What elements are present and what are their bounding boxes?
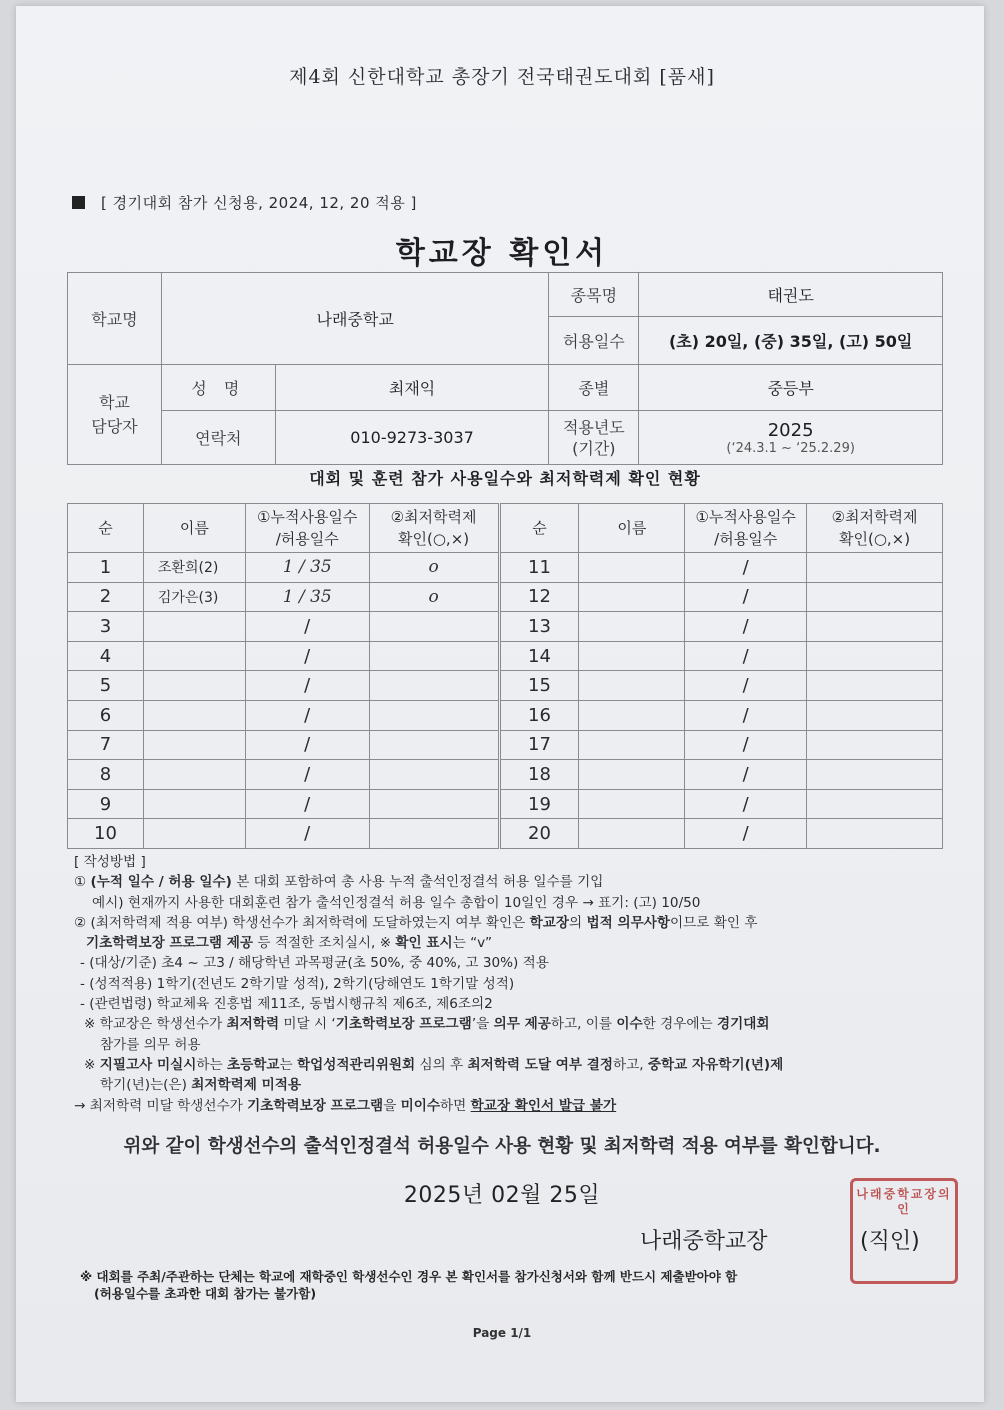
record-name <box>579 819 685 849</box>
manager-label: 학교 담당자 <box>68 365 162 465</box>
table-row <box>68 612 943 642</box>
record-seq: 6 <box>68 700 144 730</box>
record-name <box>143 612 245 642</box>
record-check <box>807 789 943 819</box>
header-name: 이름 <box>143 504 245 553</box>
allow-label: 허용일수 <box>549 317 639 365</box>
record-name <box>579 553 685 583</box>
record-days: / <box>245 760 369 790</box>
record-seq: 20 <box>499 819 579 849</box>
record-name <box>579 641 685 671</box>
record-days: 1 / 35 <box>245 582 369 612</box>
record-name <box>143 760 245 790</box>
record-days: / <box>245 730 369 760</box>
record-name <box>579 612 685 642</box>
record-days: / <box>245 612 369 642</box>
header-check: ②최저학력제 확인(○,×) <box>369 504 499 553</box>
record-days: / <box>245 700 369 730</box>
record-name: 김가은(3) <box>143 582 245 612</box>
method-line: → 최저학력 미달 학생선수가 기초학력보장 프로그램을 미이수하면 학교장 확인서 발급 불가 <box>74 1097 617 1114</box>
record-seq: 13 <box>499 612 579 642</box>
record-check <box>369 700 499 730</box>
record-check: o <box>369 553 499 583</box>
header-seq: 순 <box>68 504 144 553</box>
record-days: / <box>685 760 807 790</box>
record-check <box>369 671 499 701</box>
record-check <box>807 700 943 730</box>
table-row <box>68 819 943 849</box>
record-check <box>807 582 943 612</box>
record-seq: 12 <box>499 582 579 612</box>
year-label: 적용년도 (기간) <box>549 411 639 465</box>
table-row <box>68 789 943 819</box>
record-name <box>579 789 685 819</box>
table-row <box>68 730 943 760</box>
school-label: 학교명 <box>68 273 162 365</box>
method-line: ※ 지필고사 미실시하는 초등학교는 학업성적관리위원회 심의 후 최저학력 도달 여부 결정하고, 중학교 자유학기(년)제 <box>84 1056 784 1073</box>
records-body <box>68 553 943 849</box>
method-line: ※ 학교장은 학생선수가 최저학력 미달 시 ‘기초학력보장 프로그램’을 의무 제공하고, 이를 이수한 경우에는 경기대회 <box>84 1016 770 1033</box>
method-line: 학기(년)는(은) 최저학력제 미적용 <box>100 1077 301 1094</box>
record-check <box>807 553 943 583</box>
confirmation-statement: 위와 같이 학생선수의 출석인정결석 허용일수 사용 현황 및 최저학력 적용 여부를 확인합니다. <box>123 1136 881 1157</box>
header-seq-2: 순 <box>499 504 579 553</box>
record-name <box>579 730 685 760</box>
method-line: 참가를 의무 허용 <box>100 1036 201 1053</box>
record-name <box>143 789 245 819</box>
apply-note-text: [ 경기대회 참가 신청용, 2024, 12, 20 적용 ] <box>101 194 417 212</box>
record-seq: 17 <box>499 730 579 760</box>
division-value: 중등부 <box>639 365 943 411</box>
page-number: Page 1/1 <box>472 1326 532 1340</box>
seal-label: (직인) <box>860 1229 920 1254</box>
method-line: ② (최저학력제 적용 여부) 학생선수가 최저학력에 도달하였는지 여부 확인은 학교장의 법적 의무사항이므로 확인 후 <box>74 914 758 931</box>
instructions <box>74 852 954 1116</box>
square-bullet-icon <box>72 196 85 209</box>
table-row <box>68 641 943 671</box>
table-row <box>68 671 943 701</box>
record-seq: 19 <box>499 789 579 819</box>
record-days: / <box>685 553 807 583</box>
record-days: / <box>685 612 807 642</box>
header-check-2: ②최저학력제 확인(○,×) <box>807 504 943 553</box>
footnote <box>80 1268 960 1302</box>
record-name <box>143 819 245 849</box>
record-seq: 15 <box>499 671 579 701</box>
school-name: 나래중학교 <box>161 273 549 365</box>
record-check: o <box>369 582 499 612</box>
record-check <box>369 760 499 790</box>
principal-name: 나래중학교장 <box>640 1229 768 1254</box>
footnote-line-2: (허용일수를 초과한 대회 참가는 불가함) <box>94 1286 317 1301</box>
record-days: / <box>685 730 807 760</box>
record-seq: 10 <box>68 819 144 849</box>
record-name <box>579 700 685 730</box>
document-title: 학교장 확인서 <box>395 236 609 271</box>
allow-value: (초) 20일, (중) 35일, (고) 50일 <box>639 317 943 365</box>
record-seq: 3 <box>68 612 144 642</box>
table-row <box>68 700 943 730</box>
table-row <box>68 582 943 612</box>
records-table <box>67 503 943 849</box>
record-days: / <box>245 641 369 671</box>
record-check <box>807 641 943 671</box>
record-seq: 7 <box>68 730 144 760</box>
record-seq: 8 <box>68 760 144 790</box>
record-days: / <box>245 671 369 701</box>
table-row <box>68 760 943 790</box>
record-days: / <box>245 789 369 819</box>
method-line: - (성적적용) 1학기(전년도 2학기말 성적), 2학기(당해연도 1학기말 성적) <box>80 975 515 992</box>
record-seq: 4 <box>68 641 144 671</box>
record-check <box>807 730 943 760</box>
method-line: - (관련법령) 학교체육 진흥법 제11조, 동법시행규칙 제6조, 제6조의2 <box>80 996 493 1013</box>
official-seal: 나래중학교장의인 <box>850 1178 958 1284</box>
record-days: / <box>245 819 369 849</box>
event-label: 종목명 <box>549 273 639 317</box>
record-check <box>807 612 943 642</box>
division-label: 종별 <box>549 365 639 411</box>
record-name <box>579 760 685 790</box>
record-seq: 11 <box>499 553 579 583</box>
record-name <box>143 730 245 760</box>
record-check <box>807 819 943 849</box>
year-cell <box>639 411 943 465</box>
record-check <box>807 760 943 790</box>
contact-value: 010-9273-3037 <box>275 411 549 465</box>
records-header-row <box>68 504 943 553</box>
method-line: ① (누적 일수 / 허용 일수) 본 대회 포함하여 총 사용 누적 출석인정결석 허용 일수를 기입 <box>74 874 604 891</box>
record-seq: 16 <box>499 700 579 730</box>
method-line: 기초학력보장 프로그램 제공 등 적절한 조치실시, ※ 확인 표시는 “v” <box>86 935 493 952</box>
method-line: - (대상/기준) 초4 ~ 고3 / 해당학년 과목평균(초 50%, 중 40%, 고 30%) 적용 <box>80 955 549 972</box>
record-seq: 1 <box>68 553 144 583</box>
record-days: / <box>685 671 807 701</box>
record-days: 1 / 35 <box>245 553 369 583</box>
record-check <box>369 789 499 819</box>
record-check <box>369 612 499 642</box>
record-seq: 18 <box>499 760 579 790</box>
method-heading: [ 작성방법 ] <box>74 854 146 870</box>
name-label: 성 명 <box>161 365 275 411</box>
event-value: 태권도 <box>639 273 943 317</box>
record-name: 조환희(2) <box>143 553 245 583</box>
record-name <box>579 582 685 612</box>
year-value: 2025 <box>767 419 814 441</box>
record-name <box>143 641 245 671</box>
year-period: (‘24.3.1 ~ ‘25.2.29) <box>726 440 855 456</box>
header-days-2: ①누적사용일수 /허용일수 <box>685 504 807 553</box>
header-name-2: 이름 <box>579 504 685 553</box>
footnote-line-1: ※ 대회를 주최/주관하는 단체는 학교에 재학중인 학생선수인 경우 본 확인서를 참가신청서와 함께 반드시 제출받아야 함 <box>80 1269 738 1284</box>
record-name <box>143 671 245 701</box>
record-days: / <box>685 582 807 612</box>
info-table <box>67 272 943 465</box>
name-value: 최재익 <box>275 365 549 411</box>
header-days: ①누적사용일수 /허용일수 <box>245 504 369 553</box>
records-title: 대회 및 훈련 참가 사용일수와 최저학력제 확인 현황 <box>309 469 701 488</box>
issue-date: 2025년 02월 25일 <box>403 1183 601 1208</box>
event-title: 제4회 신한대학교 총장기 전국태권도대회 [품새] <box>289 66 715 88</box>
table-row <box>68 553 943 583</box>
method-line: 예시) 현재까지 사용한 대회훈련 참가 출석인정결석 허용 일수 총합이 10일인 경우 → 표기: (고) 10/50 <box>92 894 701 911</box>
record-seq: 2 <box>68 582 144 612</box>
record-check <box>369 819 499 849</box>
record-check <box>807 671 943 701</box>
record-seq: 9 <box>68 789 144 819</box>
apply-note <box>72 192 417 213</box>
record-days: / <box>685 789 807 819</box>
record-seq: 5 <box>68 671 144 701</box>
record-days: / <box>685 641 807 671</box>
contact-label: 연락처 <box>161 411 275 465</box>
record-days: / <box>685 819 807 849</box>
record-name <box>579 671 685 701</box>
record-name <box>143 700 245 730</box>
record-check <box>369 730 499 760</box>
record-seq: 14 <box>499 641 579 671</box>
record-days: / <box>685 700 807 730</box>
record-check <box>369 641 499 671</box>
